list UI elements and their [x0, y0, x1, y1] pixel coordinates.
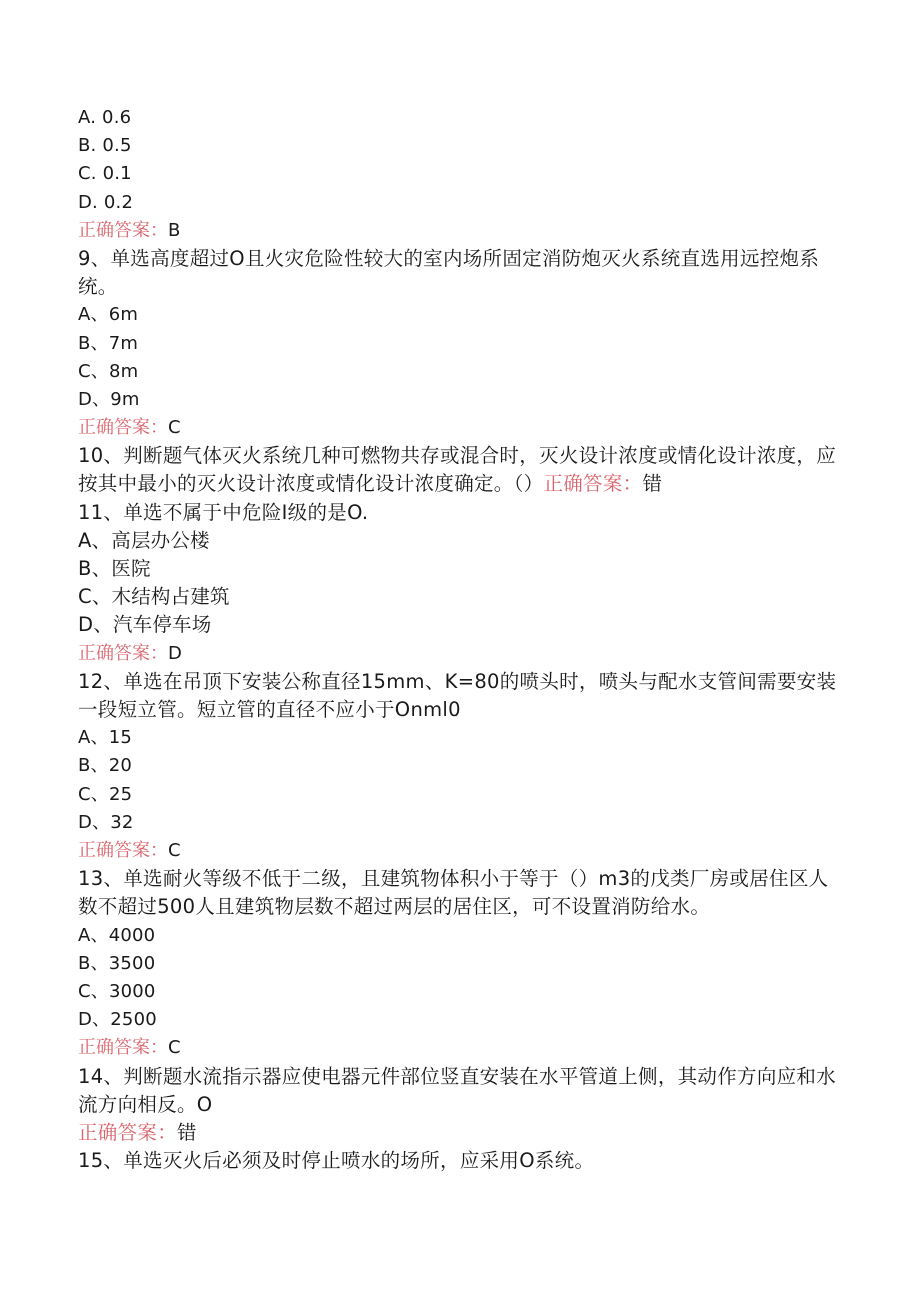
option-b: B、7m: [78, 332, 139, 354]
answer-value: D: [168, 642, 182, 664]
answer-row: [78, 414, 838, 442]
answer-label: 正确答案：: [78, 1037, 168, 1059]
answer-label: 正确答案：: [78, 417, 168, 439]
exam-page: [78, 104, 838, 1175]
option-c: C、8m: [78, 360, 139, 382]
option-d: D、2500: [78, 1009, 157, 1031]
option-c: C、3000: [78, 980, 156, 1002]
option-d: D、32: [78, 811, 134, 833]
option-b: B、医院: [78, 557, 151, 581]
option-a: A、15: [78, 727, 133, 749]
answer-row: [78, 1034, 838, 1062]
question-10-body: 10、判断题气体灭火系统几种可燃物共存或混合时，灭火设计浓度或情化设计浓度，应按其中最小的灭火设计浓度或情化设计浓度确定。（）: [78, 444, 837, 496]
option-a: A、6m: [78, 304, 139, 326]
option-c: C. 0.1: [78, 163, 132, 185]
option-a: A. 0.6: [78, 107, 132, 128]
answer-label: 正确答案：: [78, 840, 168, 861]
answer-label: 正确答案：: [543, 472, 643, 496]
question-9-text: 9、单选高度超过O且火灾危险性较大的室内场所固定消防炮灭火系统直选用远控炮系统。: [78, 246, 820, 299]
option-d: D、汽车停车场: [78, 613, 212, 637]
answer-label: 正确答案：: [78, 1120, 178, 1144]
option-b: B、20: [78, 755, 133, 777]
question-11-text: 11、单选不属于中危险I级的是O.: [78, 500, 369, 524]
question-12-text: 12、单选在吊顶下安装公称直径15mm、K=80的喷头时，喷头与配水支管间需要安装一段短立管。短立管的直径不应小于Onml0: [78, 669, 837, 722]
question-13-text: 13、单选耐火等级不低于二级，且建筑物体积小于等于（）m3的戊类厂房或居住区人数不超过500人且建筑物层数不超过两层的居住区，可不设置消防给水。: [78, 867, 829, 919]
answer-value: B: [168, 219, 181, 241]
answer-row: [78, 1119, 838, 1147]
option-d: D. 0.2: [78, 191, 134, 213]
option-a: A、高层办公楼: [78, 528, 210, 552]
option-c: C、25: [78, 783, 133, 805]
answer-value: C: [168, 417, 181, 439]
option-a: A、4000: [78, 924, 156, 946]
answer-label: 正确答案：: [78, 219, 168, 241]
answer-row: [78, 640, 838, 668]
option-c: C、木结构占建筑: [78, 585, 230, 609]
option-b: B. 0.5: [78, 135, 132, 157]
question-14-text: 14、判断题水流指示器应使电器元件部位竖直安装在水平管道上侧，其动作方向应和水流方向相反。O: [78, 1064, 837, 1116]
answer-value: C: [168, 840, 181, 861]
answer-value: 错: [642, 472, 663, 496]
question-15-text: 15、单选灭火后必须及时停止喷水的场所，应采用O系统。: [78, 1149, 595, 1173]
answer-row: [78, 837, 838, 865]
option-b: B、3500: [78, 952, 156, 974]
answer-label: 正确答案：: [78, 642, 168, 664]
answer-value: C: [168, 1037, 181, 1059]
option-d: D、9m: [78, 388, 140, 410]
question-10-text: [78, 442, 838, 498]
answer-value: 错: [177, 1120, 197, 1144]
answer-row: [78, 217, 838, 245]
